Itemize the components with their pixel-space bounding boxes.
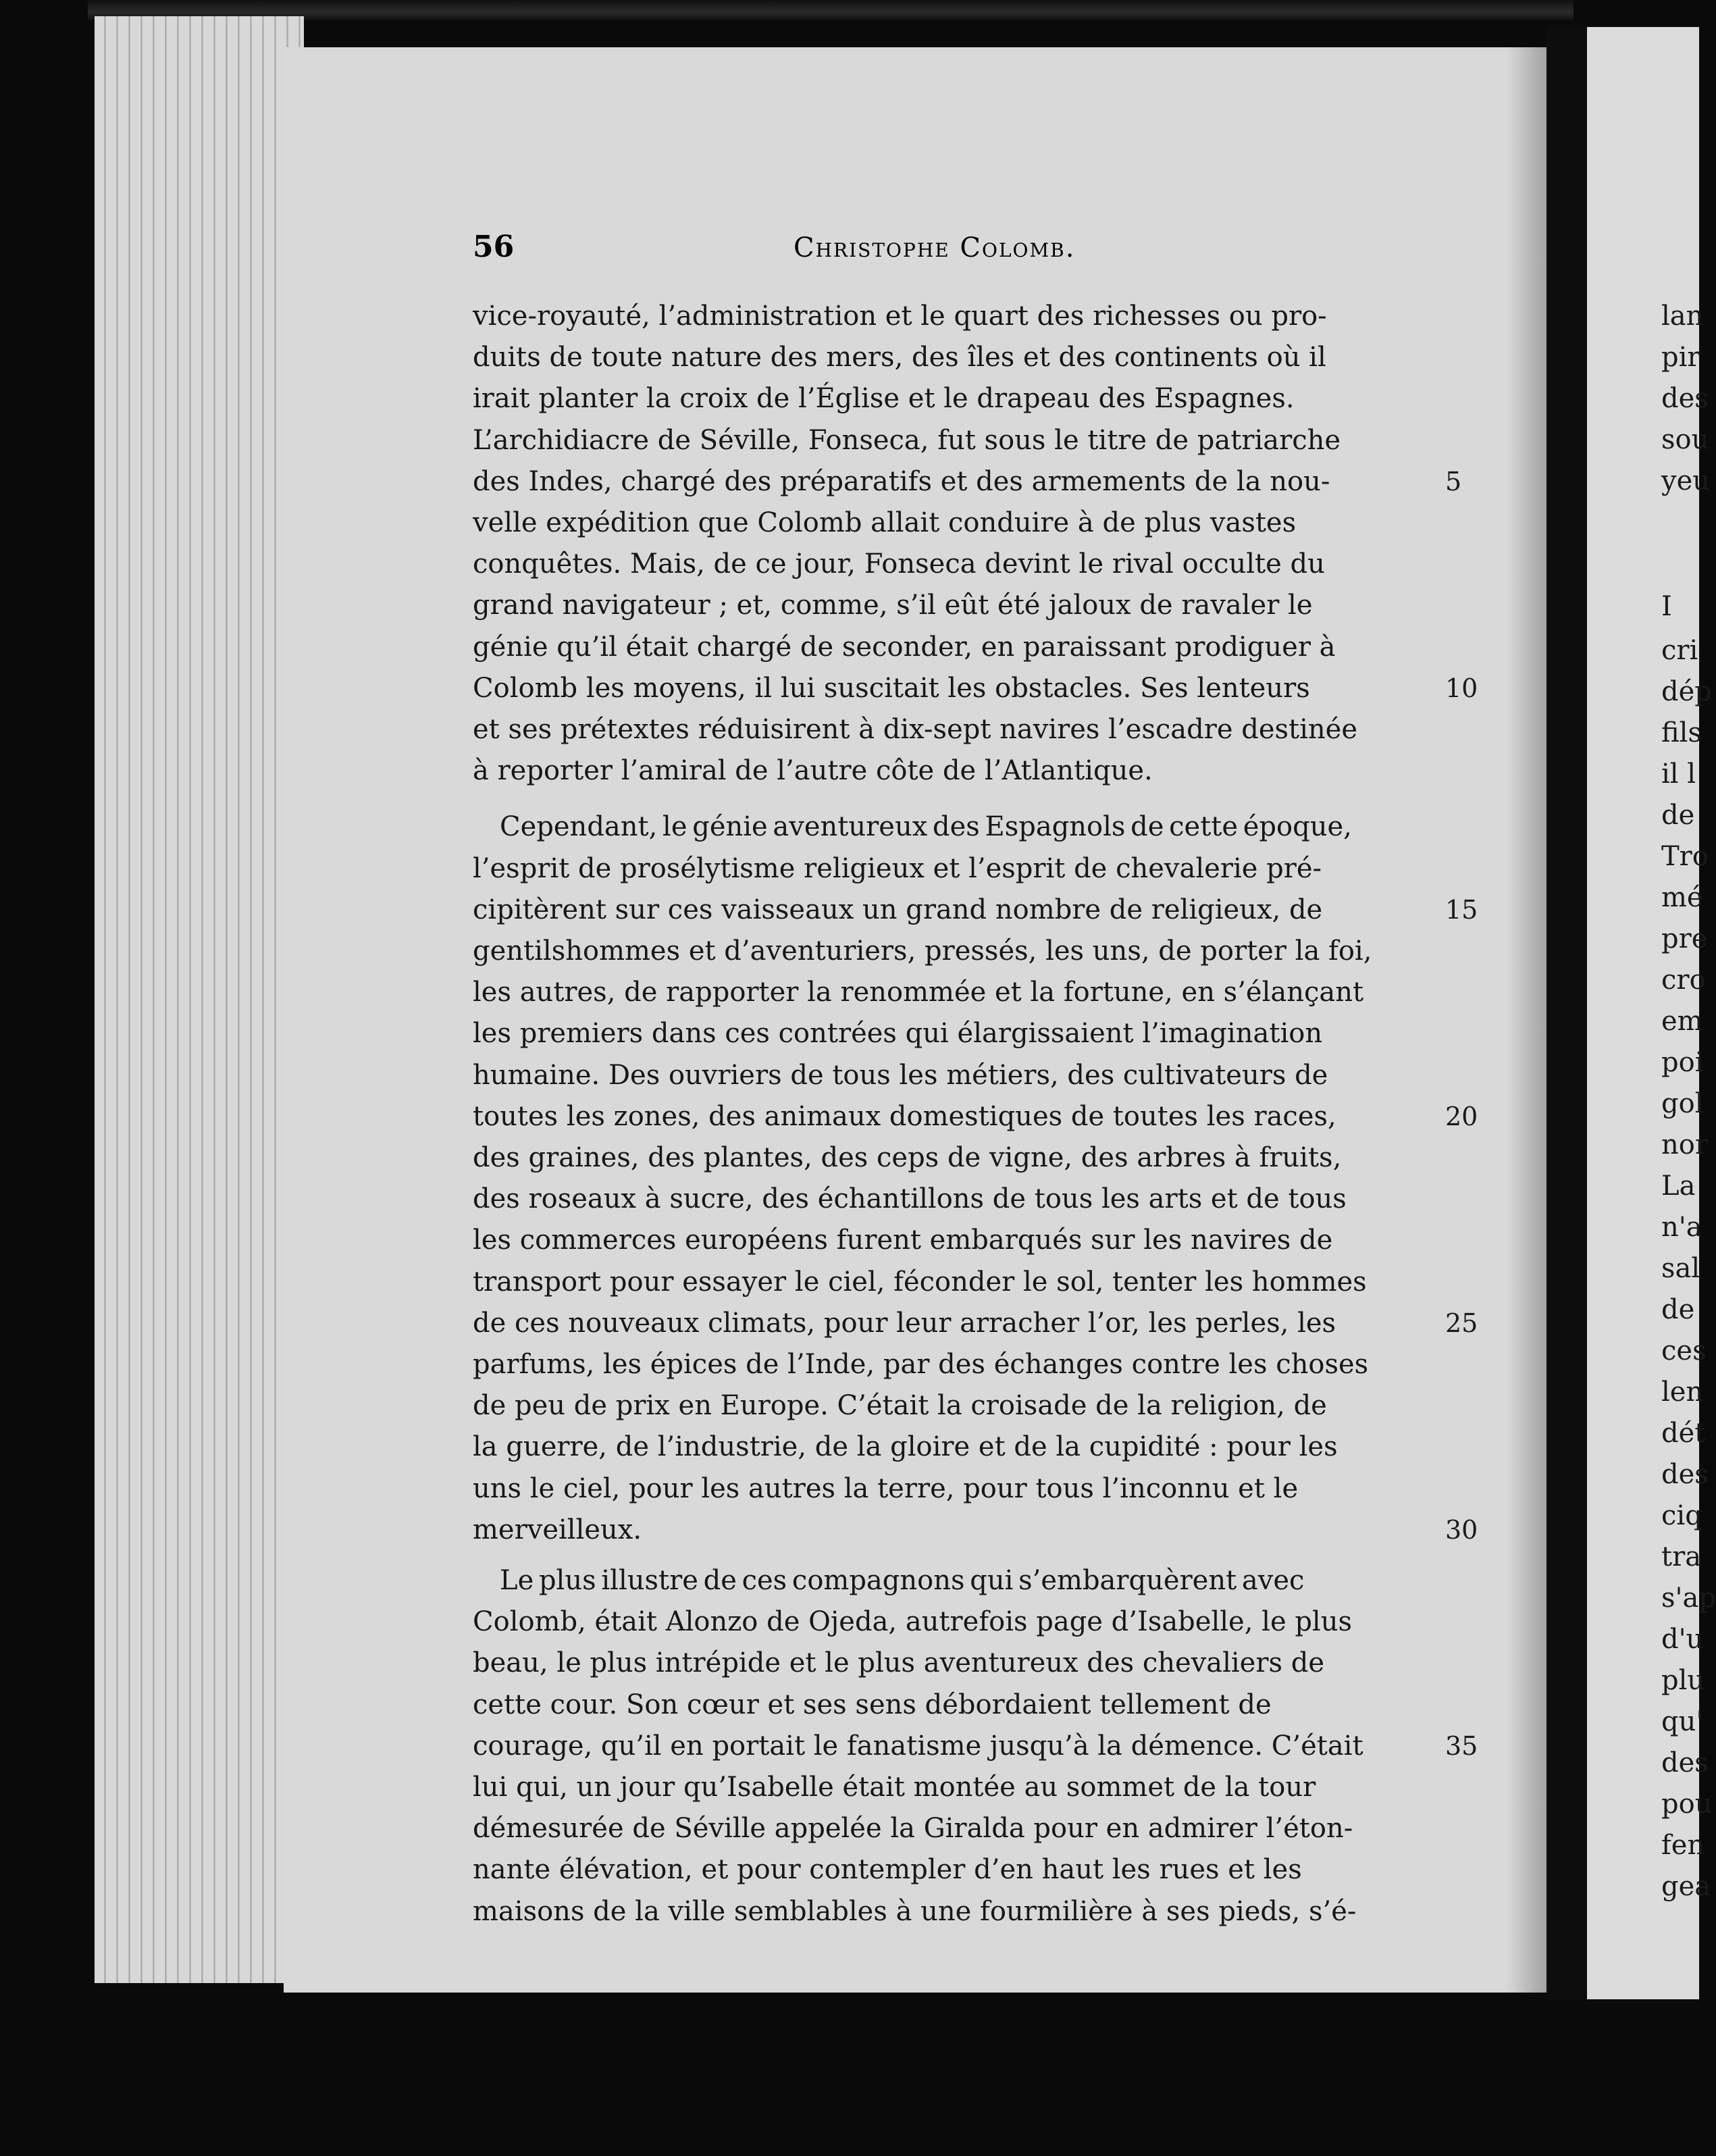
right-page-fragment: gol (1661, 1088, 1704, 1119)
right-page-fragment: il l (1661, 759, 1696, 790)
right-page-fragment: de (1661, 800, 1695, 831)
right-page-fragment: pir (1661, 342, 1700, 373)
text-line: irait planter la croix de l’Église et le drapeau des Espagnes. (473, 383, 1295, 415)
text-line: des graines, des plantes, des ceps de vigne, des arbres à fruits, (473, 1142, 1342, 1173)
text-line: des Indes, chargé des préparatifs et des armements de la nou- (473, 465, 1330, 497)
right-page-fragment: des (1661, 1459, 1709, 1490)
right-page-fragment: pre (1661, 923, 1708, 954)
text-line: merveilleux. (473, 1514, 642, 1545)
text-line: uns le ciel, pour les autres la terre, pour tous l’inconnu et le (473, 1472, 1299, 1504)
right-page-fragment: de (1661, 1294, 1695, 1325)
text-line: les commerces européens furent embarqués sur les navires de (473, 1225, 1333, 1256)
text-line: Le plus illustre de ces compagnons qui s’embarquèrent avec (500, 1565, 1305, 1596)
line-number: 5 (1445, 466, 1462, 496)
right-page-fragment: des (1661, 383, 1709, 414)
text-line: beau, le plus intrépide et le plus aventureux des chevaliers de (473, 1647, 1324, 1679)
right-page-fragment: ces (1661, 1335, 1707, 1366)
running-head (473, 230, 1418, 270)
text-line: parfums, les épices de l’Inde, par des échanges contre les choses (473, 1349, 1369, 1380)
right-page-fragment: lan (1661, 301, 1704, 332)
running-title: Christophe Colomb. (794, 232, 1076, 263)
text-line: L’archidiacre de Séville, Fonseca, fut sous le titre de patriarche (473, 424, 1341, 456)
text-line: lui qui, un jour qu’Isabelle était montée au sommet de la tour (473, 1772, 1316, 1803)
page-number: 56 (473, 230, 515, 264)
text-line: de ces nouveaux climats, pour leur arracher l’or, les perles, les (473, 1307, 1336, 1339)
text-line: des roseaux à sucre, des échantillons de tous les arts et de tous (473, 1183, 1347, 1215)
text-line: les autres, de rapporter la renommée et la fortune, en s’élançant (473, 977, 1364, 1008)
left-page-gutter-shadow (1506, 47, 1546, 1993)
right-page-fragment: gea (1661, 1871, 1711, 1902)
right-page-fragment: dét (1661, 1418, 1706, 1449)
right-page-fragment: Tro (1661, 841, 1709, 872)
right-page-fragment: sal (1661, 1253, 1700, 1284)
text-line: l’esprit de prosélytisme religieux et l’esprit de chevalerie pré- (473, 852, 1322, 884)
right-page-fragment: n'a (1661, 1212, 1702, 1243)
right-page-fragment: fils (1661, 717, 1702, 748)
right-page-fragment: mé (1661, 882, 1703, 913)
right-page-fragment: nor (1661, 1129, 1708, 1160)
right-page-fragment: sou (1661, 424, 1709, 455)
right-page-fragment: yeu (1661, 465, 1711, 496)
text-line: maisons de la ville semblables à une fourmilière à ses pieds, s’é- (473, 1895, 1357, 1927)
right-page-fragment: fen (1661, 1830, 1705, 1861)
text-line: de peu de prix en Europe. C’était la croisade de la religion, de (473, 1390, 1327, 1422)
text-line: à reporter l’amiral de l’autre côte de l’Atlantique. (473, 755, 1153, 787)
text-line: velle expédition que Colomb allait conduire à de plus vastes (473, 507, 1297, 538)
right-page-fragment: d'u (1661, 1624, 1704, 1655)
text-line: Cependant, le génie aventureux des Espagnols de cette époque, (500, 811, 1352, 843)
right-page-fragment: pou (1661, 1789, 1713, 1820)
right-page-fragment: plu (1661, 1665, 1705, 1696)
text-line: grand navigateur ; et, comme, s’il eût été jaloux de ravaler le (473, 590, 1313, 621)
text-line: humaine. Des ouvriers de tous les métiers, des cultivateurs de (473, 1059, 1328, 1091)
right-page-fragment: cro (1661, 965, 1706, 996)
right-page-fragment: s'ap (1661, 1583, 1716, 1614)
right-page-fragment: des (1661, 1747, 1709, 1778)
text-line: conquêtes. Mais, de ce jour, Fonseca devint le rival occulte du (473, 548, 1325, 580)
text-line: Colomb les moyens, il lui suscitait les obstacles. Ses lenteurs (473, 672, 1310, 704)
line-number: 25 (1445, 1308, 1478, 1338)
text-line: courage, qu’il en portait le fanatisme jusqu’à la démence. C’était (473, 1730, 1363, 1762)
text-line: cette cour. Son cœur et ses sens débordaient tellement de (473, 1689, 1272, 1720)
text-line: cipitèrent sur ces vaisseaux un grand nombre de religieux, de (473, 894, 1323, 925)
text-line: la guerre, de l’industrie, de la gloire et de la cupidité : pour les (473, 1431, 1338, 1463)
text-line: vice-royauté, l’administration et le quart des richesses ou pro- (473, 301, 1327, 332)
book-top-edge (88, 0, 1574, 20)
text-line: gentilshommes et d’aventuriers, pressés, les uns, de porter la foi, (473, 935, 1372, 967)
line-number: 10 (1445, 673, 1478, 703)
line-number: 35 (1445, 1730, 1478, 1761)
right-page-fragment: qu' (1661, 1706, 1704, 1737)
right-page-fragment: La (1661, 1171, 1696, 1202)
line-number: 20 (1445, 1101, 1478, 1131)
book-gutter (1546, 27, 1587, 1999)
text-line: duits de toute nature des mers, des îles et des continents où il (473, 342, 1326, 374)
right-page-fragment: ciq (1661, 1500, 1702, 1531)
text-line: génie qu’il était chargé de seconder, en paraissant prodiguer à (473, 631, 1336, 663)
right-page-fragment: I (1661, 591, 1672, 622)
text-line: et ses prétextes réduisirent à dix-sept navires l’escadre destinée (473, 714, 1358, 745)
right-page-fragment: tra (1661, 1541, 1702, 1572)
text-line: Colomb, était Alonzo de Ojeda, autrefois page d’Isabelle, le plus (473, 1606, 1353, 1638)
text-line: toutes les zones, des animaux domestiques de toutes les races, (473, 1100, 1336, 1132)
text-line: les premiers dans ces contrées qui élargissaient l’imagination (473, 1018, 1323, 1050)
text-line: démesurée de Séville appelée la Giralda pour en admirer l’éton- (473, 1813, 1353, 1845)
right-page-fragment: em (1661, 1006, 1703, 1037)
line-number: 30 (1445, 1514, 1478, 1545)
line-number: 15 (1445, 894, 1478, 925)
right-page-fragment: cri (1661, 635, 1698, 666)
right-page-fragment: dép (1661, 676, 1712, 707)
text-line: nante élévation, et pour contempler d’en haut les rues et les (473, 1854, 1302, 1886)
right-page-fragment: len (1661, 1377, 1704, 1408)
text-line: transport pour essayer le ciel, féconder le sol, tenter les hommes (473, 1266, 1367, 1298)
right-page-fragment: poi (1661, 1047, 1704, 1078)
page-stack-edges (95, 16, 304, 1983)
